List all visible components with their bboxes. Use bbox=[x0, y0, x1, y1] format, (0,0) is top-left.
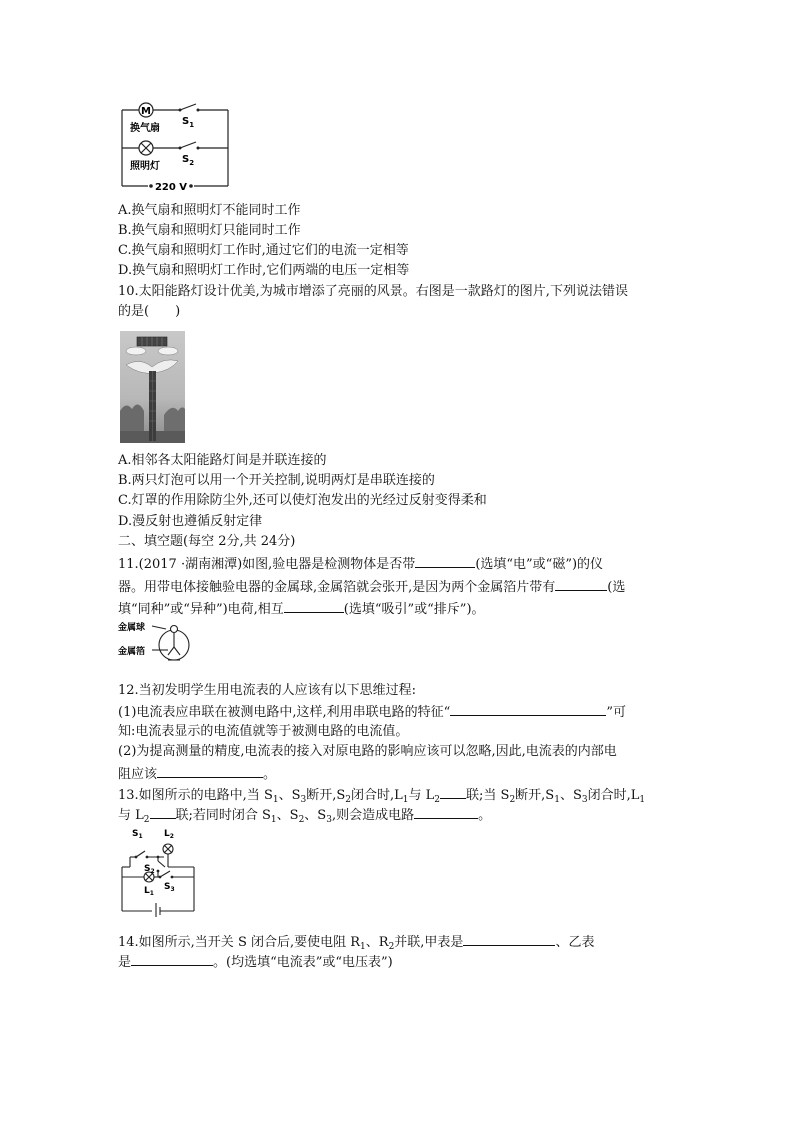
q13-fig-s2-label: $S_2$ bbox=[144, 864, 155, 875]
q12-line4: (2)为提高测量的精度,电流表的接入对原电路的影响应该可以忽略,因此,电流表的内部电 bbox=[118, 744, 617, 759]
q13-fig-s3-label: $S_3$ bbox=[164, 882, 175, 893]
q10-option-b: B.两只灯泡可以用一个开关控制,说明两灯是串联连接的 bbox=[118, 473, 435, 488]
q10-option-d: D.漫反射也遵循反射定律 bbox=[118, 514, 263, 529]
q12-line3: 知:电流表显示的电流值就等于被测电路的电流值。 bbox=[118, 724, 409, 739]
q10-option-c: C.灯罩的作用除防尘外,还可以使灯泡发出的光经过反射变得柔和 bbox=[118, 493, 487, 508]
q13-fig-l1-label: $L_1$ bbox=[144, 886, 154, 897]
q12-line1: 12.当初发明学生用电流表的人应该有以下思维过程: bbox=[118, 683, 417, 698]
q13-blank-1[interactable] bbox=[440, 784, 466, 799]
fan-lamp-circuit-figure bbox=[118, 98, 234, 194]
q12-line5: 阻应该 。 bbox=[118, 763, 276, 785]
metal-foil-label: 金属箔 bbox=[118, 647, 146, 657]
q9-option-a: A.换气扇和照明灯不能同时工作 bbox=[118, 203, 301, 218]
switch2-label: $S_2$ bbox=[182, 154, 195, 167]
q13-fig-l2-label: $L_2$ bbox=[164, 829, 174, 840]
q13-line1: 13.如图所示的电路中,当 $S_1$、$S_3$断开$,S_2$闭合时$,L_1$与 $L_2$ 联;当 $S_2$断开$,S_1$、$S_3$闭合时$,L_1$ bbox=[118, 784, 645, 806]
q11-blank-1[interactable] bbox=[415, 553, 475, 568]
fan-label: 换气扇 bbox=[130, 123, 160, 134]
q14-line1: 14.如图所示,当开关 S 闭合后,要使电阻 $R_1$、$R_2$并联,甲表是 、乙表 bbox=[118, 931, 594, 953]
q9-option-c: C.换气扇和照明灯工作时,通过它们的电流一定相等 bbox=[118, 243, 409, 258]
q13-fig-s1-label: $S_1$ bbox=[132, 829, 143, 840]
switch1-label: $S_1$ bbox=[182, 116, 195, 129]
q14-blank-1[interactable] bbox=[463, 931, 555, 946]
q10-option-a: A.相邻各太阳能路灯间是并联连接的 bbox=[118, 453, 327, 468]
q14-blank-2[interactable] bbox=[131, 951, 213, 966]
q13-blank-3[interactable] bbox=[414, 804, 478, 819]
q11-line1: 11.(2017 ·湖南湘潭)如图,验电器是检测物体是否带 (选填“电”或“磁”)的仪 bbox=[118, 553, 603, 575]
q13-line2: 与 $L_2$ 联;若同时闭合 $S_1$、$S_2$、$S_3$,则会造成电路 。 bbox=[118, 804, 491, 826]
q12-line2: (1)电流表应串联在被测电路中,这样,利用串联电路的特征“ ”可 bbox=[118, 701, 626, 723]
motor-symbol: M bbox=[141, 106, 151, 117]
electroscope-figure bbox=[118, 617, 194, 671]
q10-stem-line2: 的是( ) bbox=[118, 304, 181, 319]
metal-ball-label: 金属球 bbox=[118, 623, 146, 633]
q10-stem-line1: 10.太阳能路灯设计优美,为城市增添了亮丽的风景。右图是一款路灯的图片,下列说法错误 bbox=[118, 284, 628, 299]
solar-street-lamp-photo bbox=[120, 331, 185, 443]
q9-option-d: D.换气扇和照明灯工作时,它们两端的电压一定相等 bbox=[118, 263, 410, 278]
q13-circuit-figure bbox=[118, 825, 198, 917]
q9-option-b: B.换气扇和照明灯只能同时工作 bbox=[118, 223, 301, 238]
lamp-label: 照明灯 bbox=[130, 161, 160, 172]
section-heading-fill-in: 二、填空题(每空 2分,共 24分) bbox=[118, 534, 296, 549]
q13-blank-2[interactable] bbox=[150, 804, 176, 819]
q11-line3: 填“同种”或“异种”)电荷,相互 (选填“吸引”或“排斥”)。 bbox=[118, 598, 485, 620]
q12-blank-2[interactable] bbox=[157, 763, 263, 778]
q12-blank-1[interactable] bbox=[450, 701, 606, 716]
q11-blank-2[interactable] bbox=[555, 576, 607, 591]
q14-line2: 是 。(均选填“电流表”或“电压表”) bbox=[118, 951, 393, 973]
source-label: 220 V bbox=[154, 182, 188, 193]
q11-blank-3[interactable] bbox=[284, 598, 344, 613]
q11-line2: 器。用带电体接触验电器的金属球,金属箔就会张开,是因为两个金属箔片带有 (选 bbox=[118, 576, 625, 598]
